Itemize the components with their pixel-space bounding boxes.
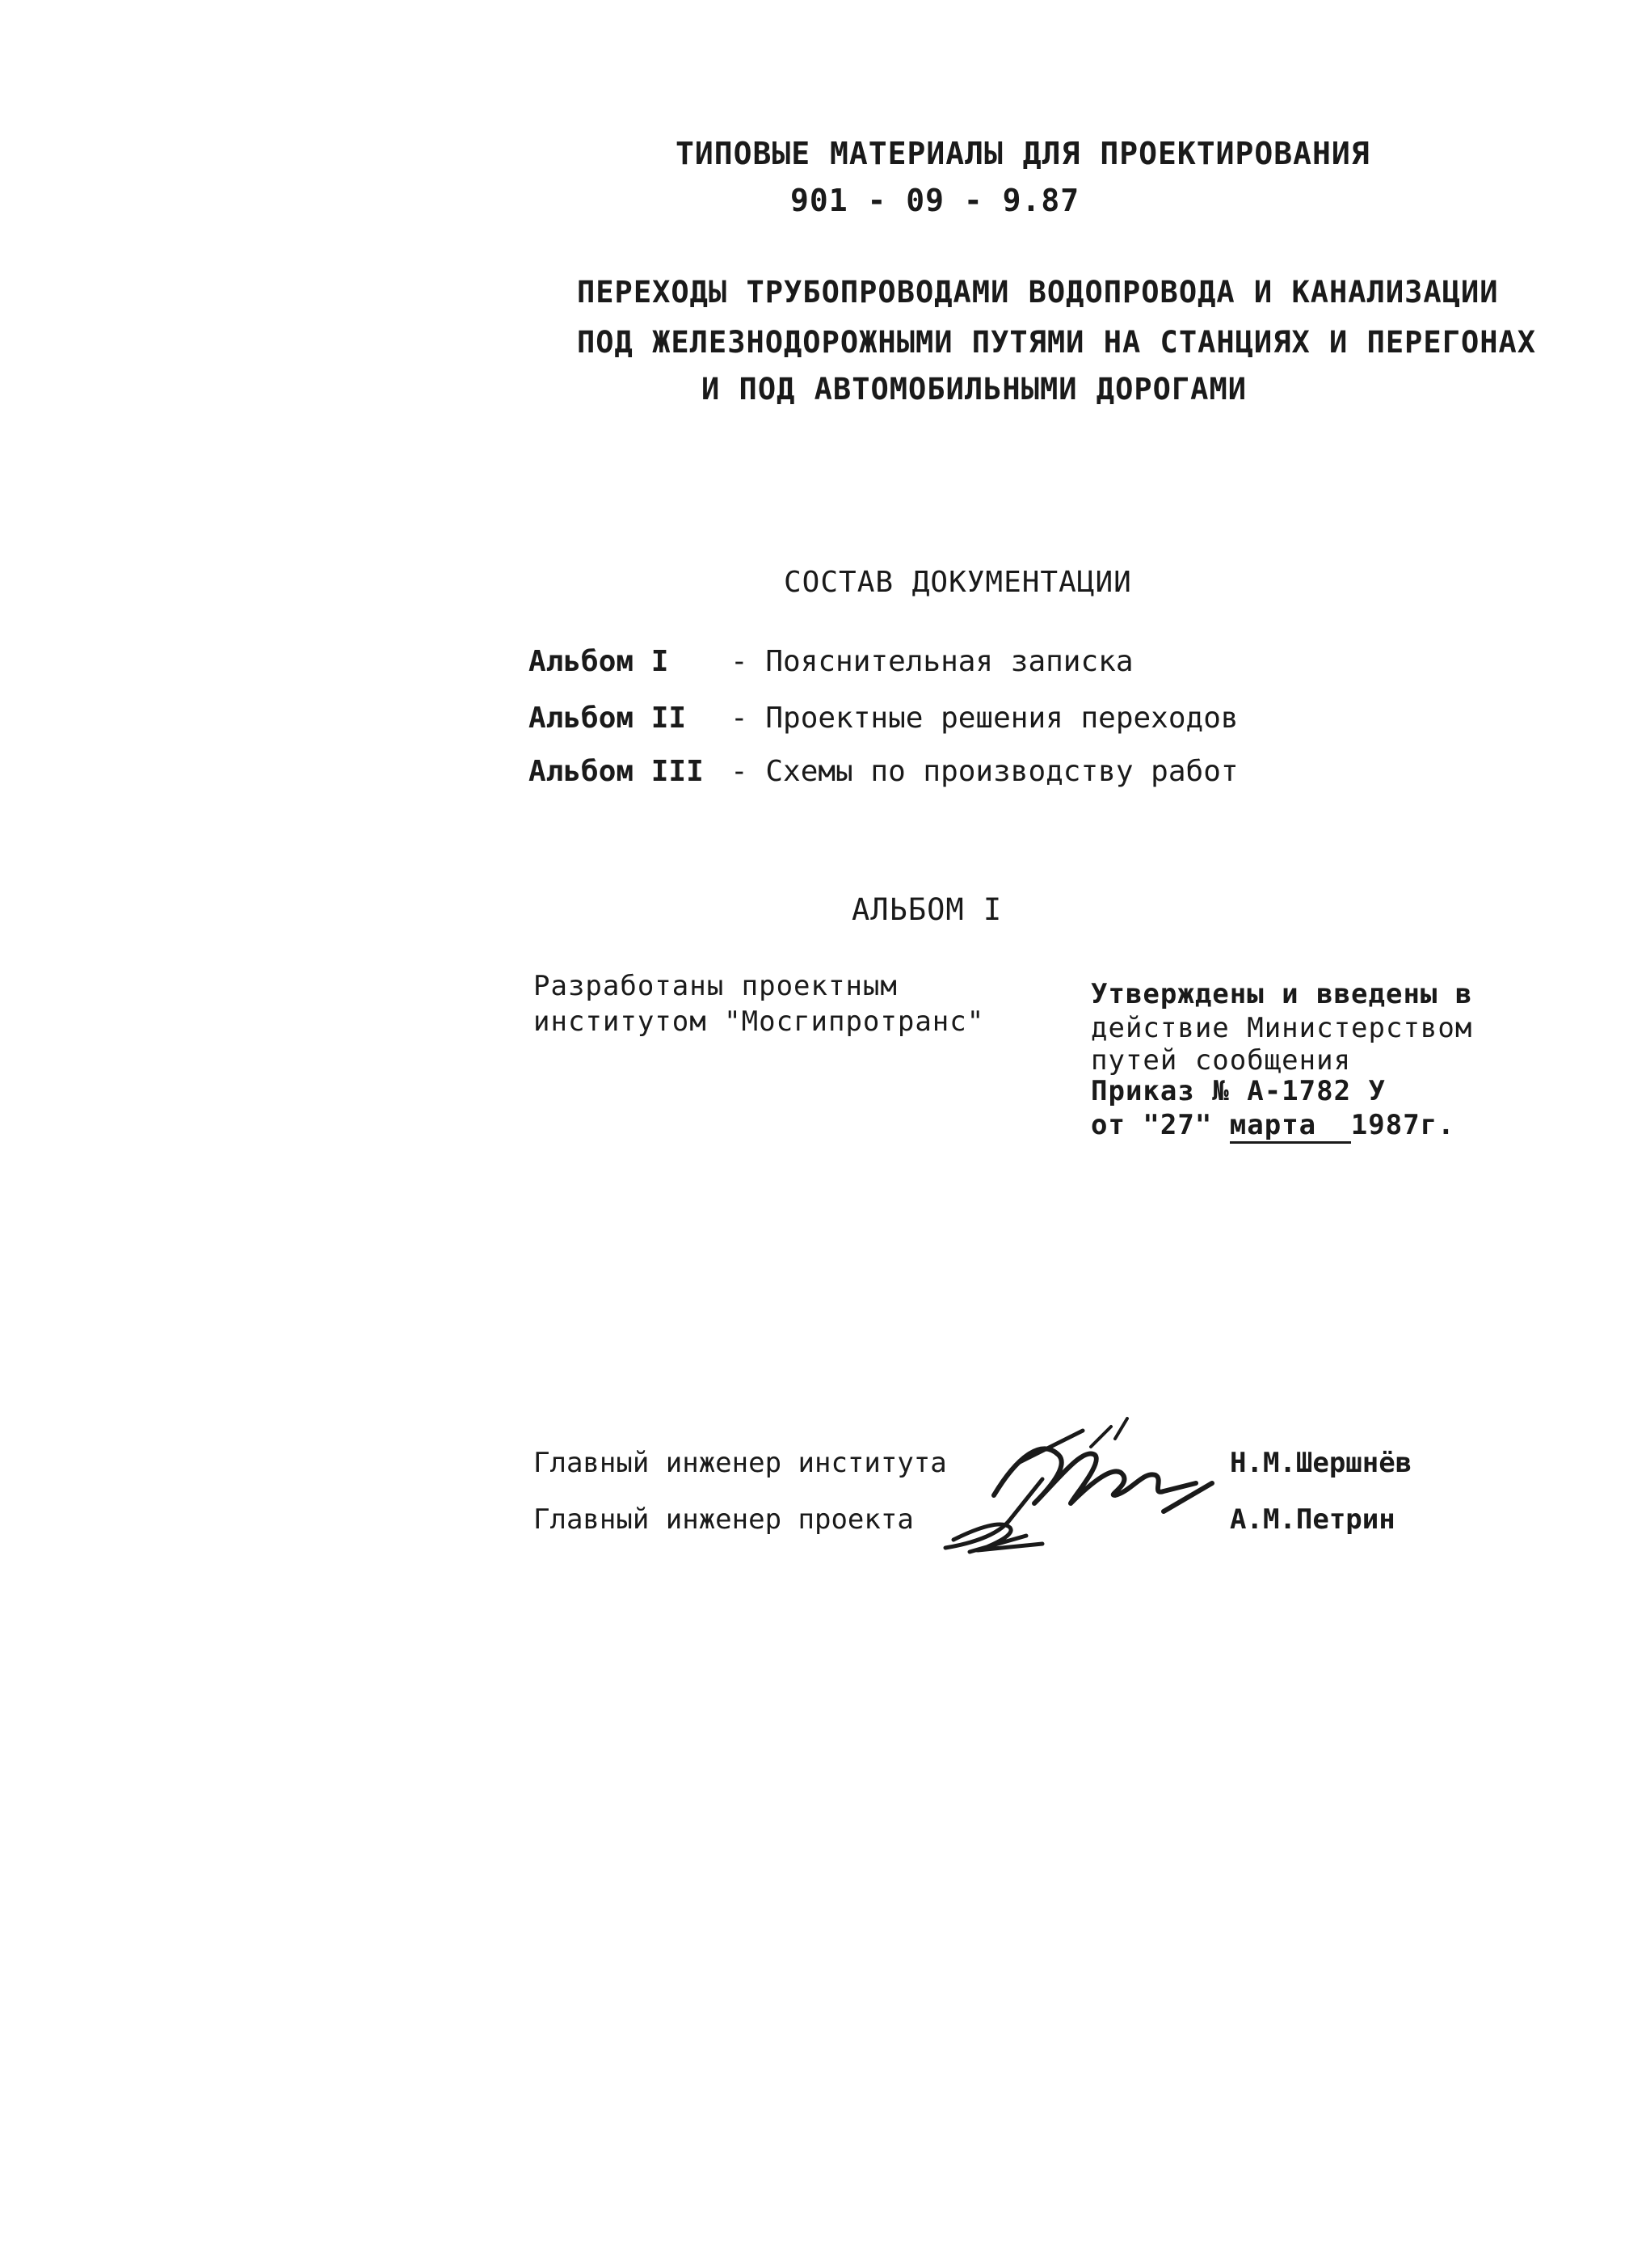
developed-by-line-1: Разработаны проектным (533, 970, 898, 1002)
order-date-month: марта (1230, 1109, 1351, 1144)
album-description: - Схемы по производству работ (730, 755, 1239, 788)
album-label: Альбом III (528, 755, 704, 788)
document-title-line-3: И ПОД АВТОМОБИЛЬНЫМИ ДОРОГАМИ (701, 372, 1248, 407)
approval-line-2: действие Министерством (1091, 1012, 1473, 1044)
document-title-line-1: ПЕРЕХОДЫ ТРУБОПРОВОДАМИ ВОДОПРОВОДА И КАНАЛИЗАЦИИ (577, 275, 1499, 310)
composition-heading: СОСТАВ ДОКУМЕНТАЦИИ (784, 566, 1132, 599)
series-title: ТИПОВЫЕ МАТЕРИАЛЫ ДЛЯ ПРОЕКТИРОВАНИЯ (676, 136, 1370, 171)
signatory-name-1: Н.М.Шершнёв (1230, 1447, 1412, 1479)
album-label: Альбом I (528, 645, 669, 678)
series-code: 901 - 09 - 9.87 (790, 183, 1080, 218)
album-description: - Пояснительная записка (730, 645, 1134, 678)
signatory-role-1: Главный инженер института (533, 1447, 947, 1479)
album-list-item (528, 755, 1239, 788)
approval-line-3: путей сообщения (1091, 1044, 1352, 1077)
album-label: Альбом II (528, 702, 687, 735)
order-date-year: 1987г. (1350, 1109, 1455, 1141)
order-number: Приказ № А-1782 У (1091, 1075, 1386, 1107)
album-description: - Проектные решения переходов (730, 702, 1239, 735)
handwritten-signature (921, 1406, 1228, 1568)
developed-by-line-2: институтом "Мосгипротранс" (533, 1005, 985, 1038)
approval-line-1: Утверждены и введены в (1091, 978, 1473, 1010)
order-date-day: от "27" (1091, 1109, 1213, 1141)
signatory-role-2: Главный инженер проекта (533, 1503, 914, 1536)
album-heading: АЛЬБОМ I (852, 892, 1003, 927)
order-date (1091, 1109, 1455, 1144)
document-title-line-2: ПОД ЖЕЛЕЗНОДОРОЖНЫМИ ПУТЯМИ НА СТАНЦИЯХ И ПЕРЕГОНАХ (577, 325, 1537, 360)
signatory-name-2: А.М.Петрин (1230, 1503, 1395, 1536)
album-list-item (528, 645, 1134, 678)
album-list-item (528, 702, 1239, 735)
